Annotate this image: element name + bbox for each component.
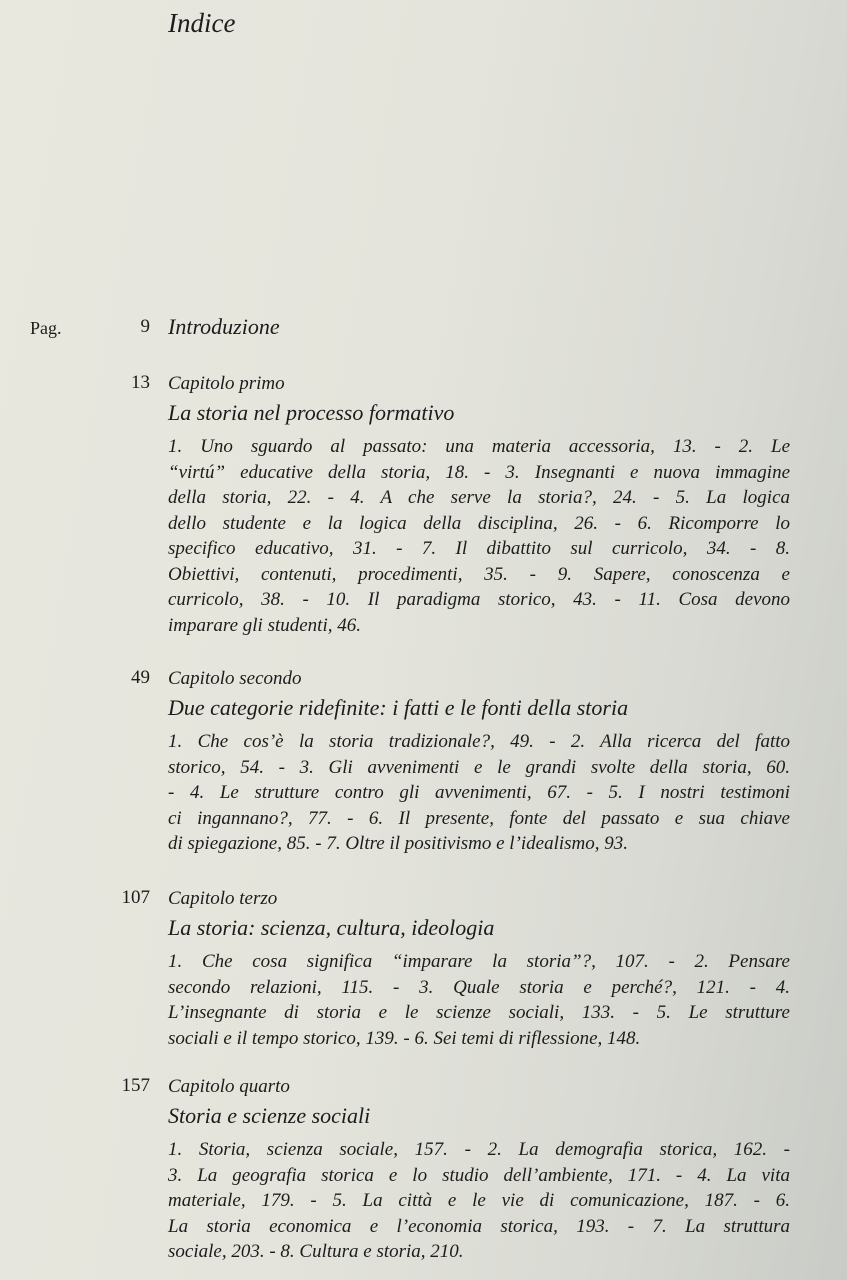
contents-line: 1. Storia, scienza sociale, 157. - 2. La demografia storica, 162. - — [168, 1139, 790, 1160]
contents-line: “virtú” educative della storia, 18. - 3. Insegnanti e nuova immagine — [168, 461, 790, 483]
contents-line: ci ingannano?, 77. - 6. Il presente, fonte del passato e sua chiave — [168, 807, 790, 829]
chapter-label: Capitolo secondo — [168, 668, 302, 689]
contents-line: sociale, 203. - 8. Cultura e storia, 210. — [168, 1241, 464, 1262]
chapter-page-number: 107 — [121, 887, 150, 908]
chapter-contents — [168, 1137, 790, 1265]
page-column-label: Pag. — [30, 318, 62, 338]
contents-line: L’insegnante di storia e le scienze sociali, 133. - 5. Le strutture — [168, 1002, 790, 1023]
contents-line: 3. La geografia storica e lo studio dell’ambiente, 171. - 4. La vita — [168, 1164, 790, 1186]
contents-line: dello studente e la logica della disciplina, 26. - 6. Ricomporre lo — [168, 512, 790, 534]
chapter-entry — [168, 370, 790, 638]
contents-line: secondo relazioni, 115. - 3. Quale storia e perché?, 121. - 4. — [168, 976, 790, 998]
chapter-title: La storia nel processo formativo — [168, 400, 455, 425]
chapter-label: Capitolo terzo — [168, 888, 278, 909]
contents-line: della storia, 22. - 4. A che serve la storia?, 24. - 5. La logica — [168, 487, 790, 508]
contents-line: imparare gli studenti, 46. — [168, 614, 361, 636]
chapter-title: La storia: scienza, cultura, ideologia — [168, 915, 495, 940]
chapter-page-number: 157 — [121, 1075, 150, 1096]
contents-line: sociali e il tempo storico, 139. - 6. Sei temi di riflessione, 148. — [168, 1027, 641, 1049]
chapter-page-number: 13 — [131, 372, 150, 393]
contents-line: specifico educativo, 31. - 7. Il dibattito sul curricolo, 34. - 8. — [168, 538, 790, 559]
chapter-entry — [168, 885, 790, 1051]
intro-page-number: 9 — [140, 316, 150, 337]
intro-title: Introduzione — [168, 314, 280, 339]
chapter-page-number: 49 — [131, 667, 150, 688]
chapter-entry — [168, 1073, 790, 1265]
page-title: Indice — [168, 8, 236, 38]
contents-line: storico, 54. - 3. Gli avvenimenti e le grandi svolte della storia, 60. — [168, 756, 790, 778]
contents-line: La storia economica e l’economia storica, 193. - 7. La struttura — [168, 1215, 790, 1237]
chapter-title: Due categorie ridefinite: i fatti e le fonti della storia — [168, 695, 629, 720]
contents-line: curricolo, 38. - 10. Il paradigma storico, 43. - 11. Cosa devono — [168, 589, 790, 610]
chapter-contents — [168, 729, 790, 857]
contents-line: 1. Che cosa significa “imparare la storia”?, 107. - 2. Pensare — [168, 951, 790, 972]
chapter-entry — [168, 665, 790, 857]
chapter-contents — [168, 949, 790, 1051]
contents-line: Obiettivi, contenuti, procedimenti, 35. - 9. Sapere, conoscenza e — [168, 563, 790, 585]
chapter-title: Storia e scienze sociali — [168, 1103, 371, 1128]
contents-line: - 4. Le strutture contro gli avvenimenti, 67. - 5. I nostri testimoni — [168, 782, 790, 803]
contents-line: materiale, 179. - 5. La città e le vie di comunicazione, 187. - 6. — [168, 1190, 790, 1211]
chapter-label: Capitolo primo — [168, 373, 285, 394]
contents-line: 1. Che cos’è la storia tradizionale?, 49. - 2. Alla ricerca del fatto — [168, 731, 790, 752]
contents-line: 1. Uno sguardo al passato: una materia accessoria, 13. - 2. Le — [168, 436, 790, 457]
chapter-label: Capitolo quarto — [168, 1076, 290, 1097]
contents-line: di spiegazione, 85. - 7. Oltre il positivismo e l’idealismo, 93. — [168, 833, 629, 854]
chapter-contents — [168, 434, 790, 638]
